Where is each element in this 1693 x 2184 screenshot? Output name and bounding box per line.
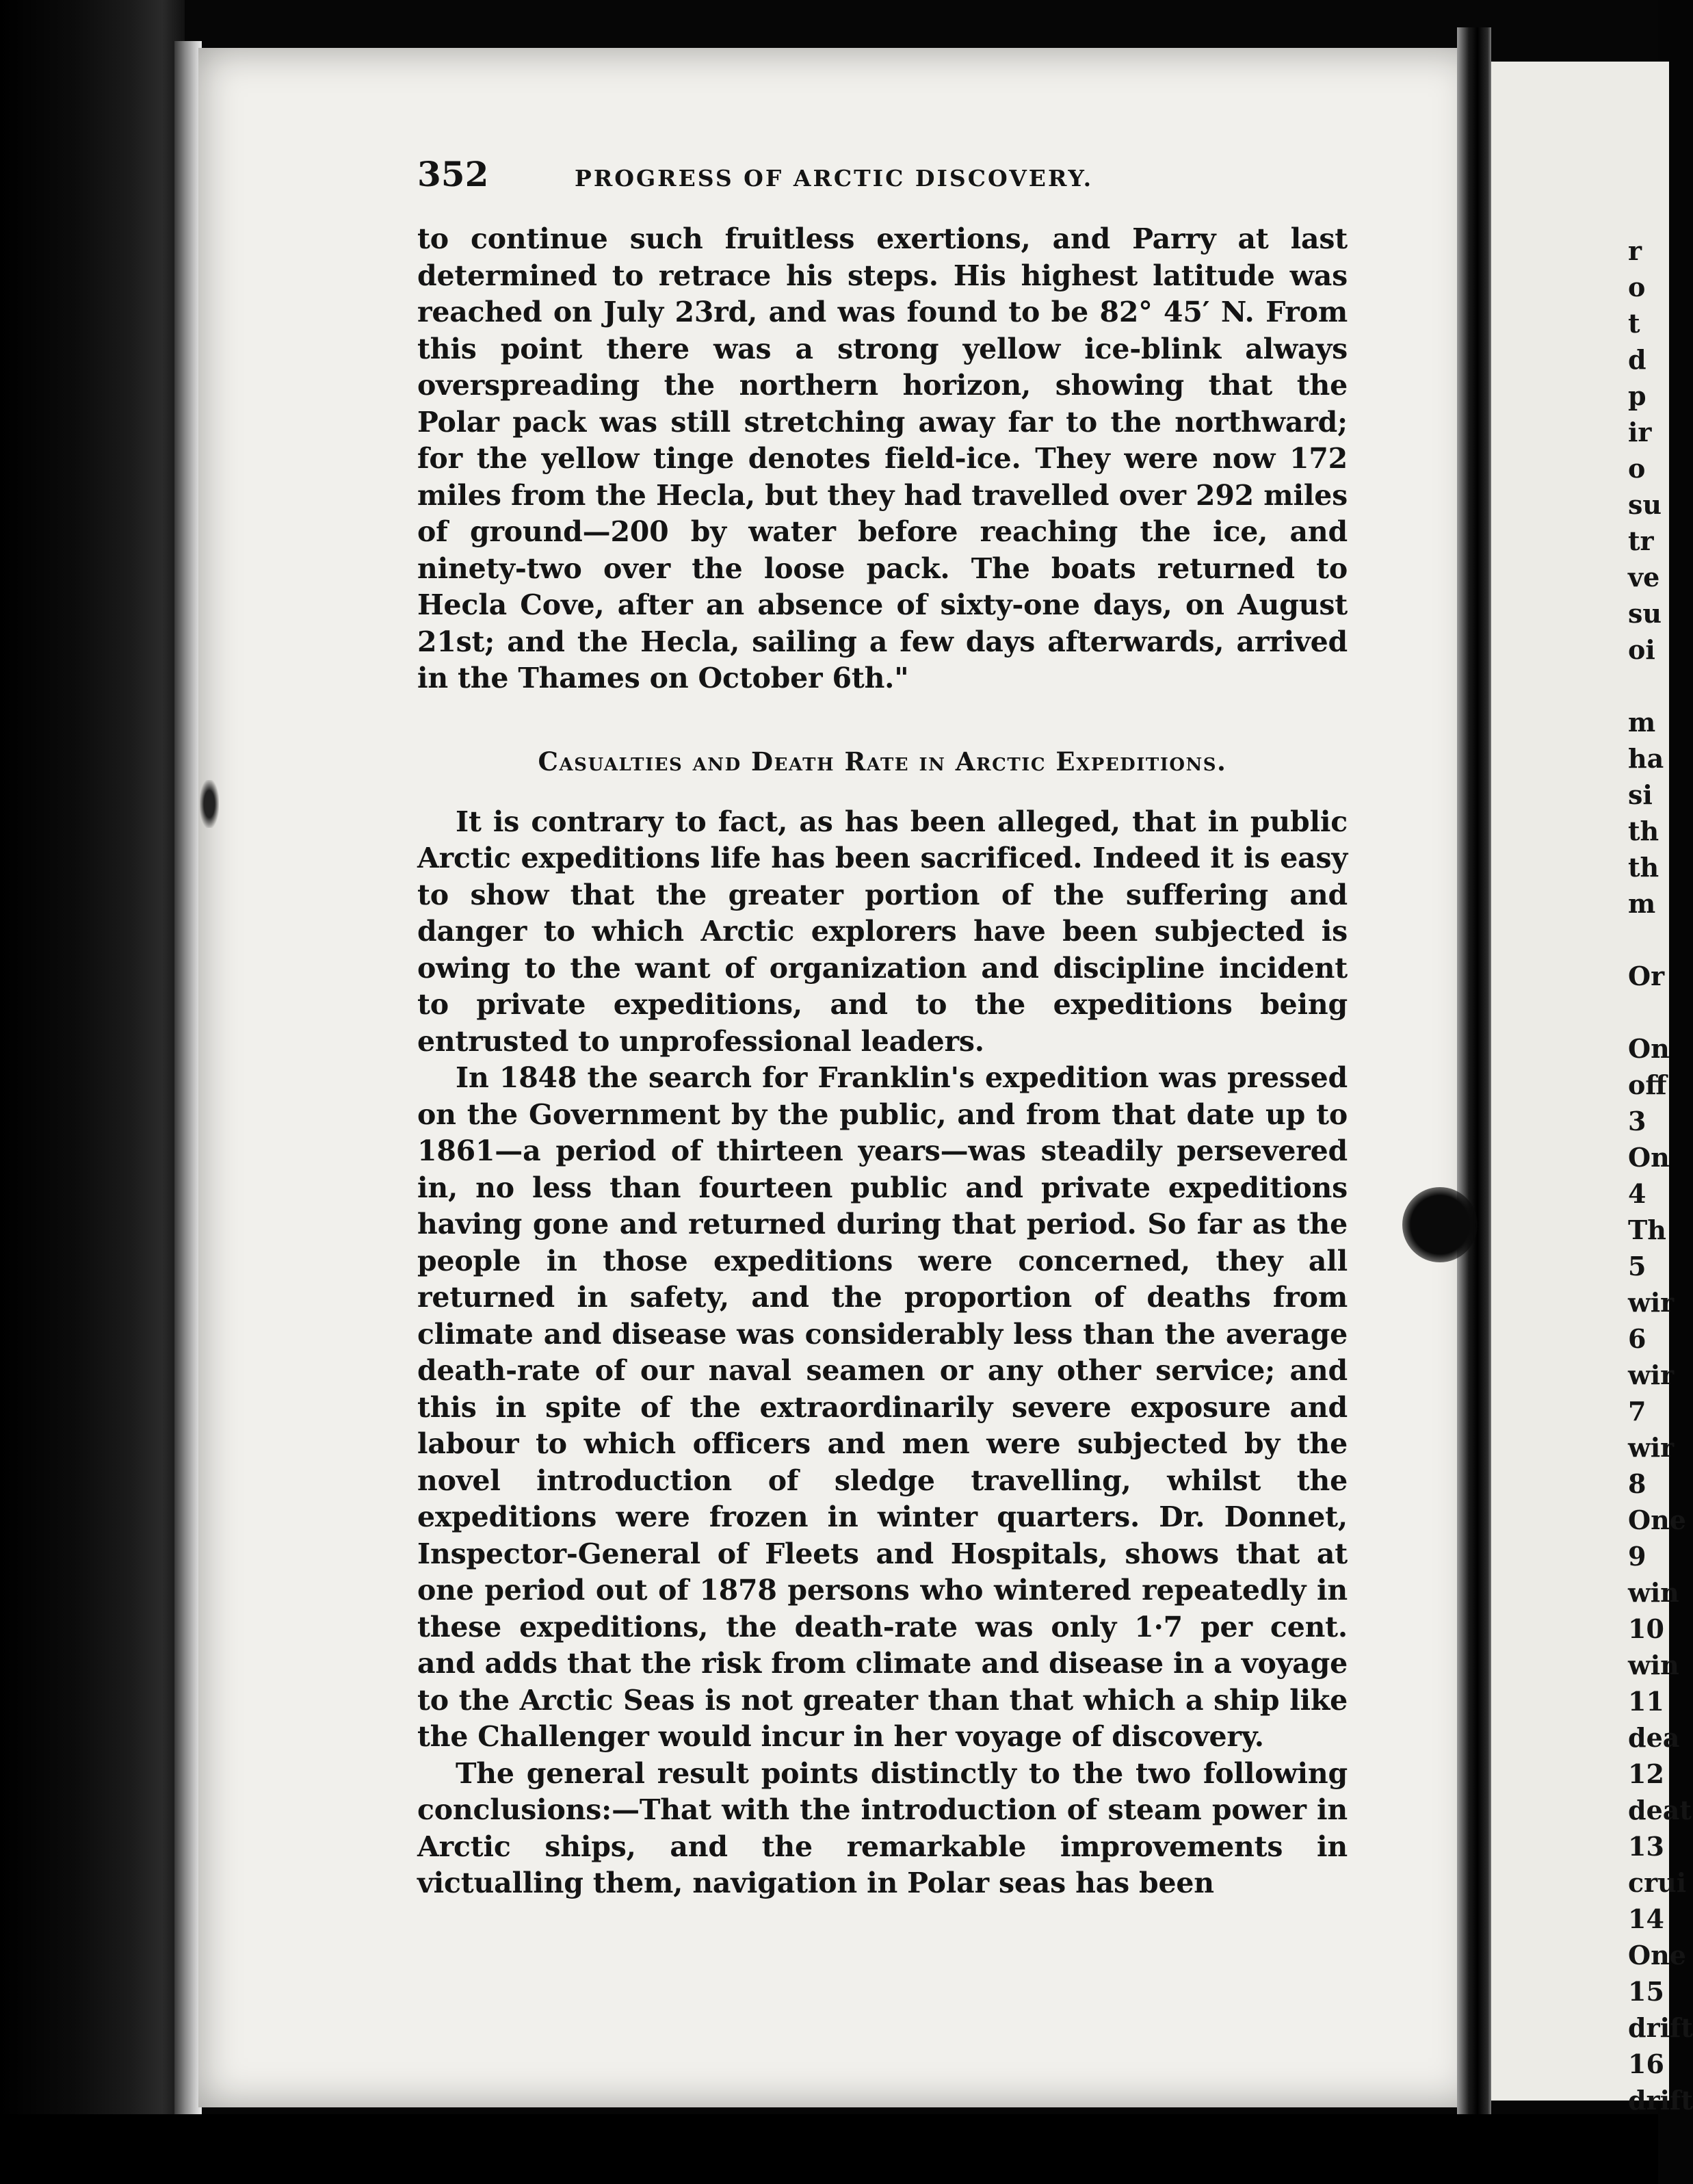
ink-blot <box>1402 1187 1478 1262</box>
right-page-fragment: m <box>1628 888 1656 919</box>
right-page-fragment: t <box>1628 308 1640 339</box>
right-page-fragment: One <box>1628 1940 1686 1971</box>
right-page-fragment: 4 <box>1628 1178 1646 1209</box>
right-page-fragment: o <box>1628 453 1646 484</box>
right-page-fragment: th <box>1628 816 1659 846</box>
right-page-fragment: On <box>1628 1033 1670 1064</box>
right-page-text-fragments <box>1628 233 1693 2118</box>
right-page-fragment: 10 <box>1628 1613 1664 1644</box>
running-head <box>417 154 1348 202</box>
margin-smudge <box>200 780 219 828</box>
section-heading: Casualties and Death Rate in Arctic Expeditions. <box>538 746 1227 777</box>
right-page-fragment: su <box>1628 598 1662 629</box>
book-gutter <box>1457 27 1491 2176</box>
paragraph: The general result points distinctly to the two following conclusions:—That with the introduction of steam power in Arctic ships, and the remarkable improvements in victualling them, navigation in Polar seas has been <box>417 1756 1348 1899</box>
right-page-fragment: m <box>1628 707 1656 738</box>
right-page-fragment: oi <box>1628 634 1655 665</box>
page-stack-edge <box>174 41 202 2135</box>
right-page-fragment: deat <box>1628 1795 1692 1825</box>
right-page-fragment: o <box>1628 272 1646 302</box>
right-page-fragment: si <box>1628 779 1653 810</box>
right-page-fragment: d <box>1628 344 1646 375</box>
right-page-fragment <box>1628 668 1669 704</box>
right-page-fragment: off <box>1628 1069 1667 1100</box>
right-page-fragment: win <box>1628 1577 1679 1608</box>
right-page-fragment: ve <box>1628 562 1660 593</box>
right-page-fragment: 15 <box>1628 1976 1664 2007</box>
right-page-fragment: Or <box>1628 961 1665 991</box>
page-number: 352 <box>417 154 489 194</box>
right-page-fragment: wir <box>1628 1360 1675 1390</box>
right-page-fragment: Th <box>1628 1214 1666 1245</box>
right-page-fragment: 3 <box>1628 1106 1646 1136</box>
right-page-fragment: 8 <box>1628 1468 1646 1499</box>
right-page-fragment: 7 <box>1628 1396 1646 1427</box>
right-page-fragment: 16 <box>1628 2049 1664 2079</box>
right-page-fragment: crui <box>1628 1867 1687 1898</box>
right-page-fragment: On <box>1628 1142 1670 1173</box>
right-page-fragment: win <box>1628 1650 1679 1680</box>
right-page-fragment: 6 <box>1628 1323 1646 1354</box>
right-page-fragment: tr <box>1628 525 1654 556</box>
scan-bottom-edge <box>0 2114 1658 2184</box>
paragraph: In 1848 the search for Franklin's expedition was pressed on the Government by the public, and from that date up to 1861—a period of thirteen years—was steadily persevered in, no less than fourteen public and private expeditions having gone and returned during that period. So far as the people in those expeditions were concerned, they all returned in safety, and the proportion of deaths from climate and disease was considerably less than the average death-rate of our naval seamen or any other service; and this in spite of the extraordinarily severe exposure and labour to which officers and men were subjected by the novel introduction of sledge travelling, whilst the expeditions were frozen in winter quarters. Dr. Donnet, Inspector-General of Fleets and Hospitals, shows that at one period out of 1878 persons who wintered repeatedly in these expeditions, the death-rate was only 1·7 per cent. and adds that the risk from climate and disease in a voyage to the Arctic Seas is not greater than that which a ship like the Challenger would incur in her voyage of discovery. <box>417 1061 1348 1753</box>
right-page-fragment: r <box>1628 235 1642 266</box>
right-page-fragment <box>1628 922 1669 958</box>
right-page-fragment: p <box>1628 380 1646 411</box>
right-page-fragment: 5 <box>1628 1251 1646 1282</box>
right-page-fragment: 11 <box>1628 1686 1664 1717</box>
right-page-fragment: drift <box>1628 2012 1693 2043</box>
right-page-fragment: One <box>1628 1505 1686 1535</box>
right-page-fragment: su <box>1628 489 1662 520</box>
right-page-fragment: ha <box>1628 743 1664 774</box>
right-page-fragment: 12 <box>1628 1758 1664 1789</box>
right-page-fragment: 13 <box>1628 1831 1664 1862</box>
right-page-fragment: dea <box>1628 1722 1680 1753</box>
right-page-fragment: 14 <box>1628 1903 1664 1934</box>
right-page-fragment: ir <box>1628 417 1652 447</box>
paragraph: It is contrary to fact, as has been alleged, that in public Arctic expeditions life has been sacrificed. Indeed it is easy to show that the greater portion of the suffering and danger to which Arctic explorers have been subjected is owing to the want of organization and discipline incident to private expeditions, and to the expeditions being entrusted to unprofessional leaders. <box>417 805 1348 1058</box>
right-page-fragment: 9 <box>1628 1541 1646 1572</box>
page-content <box>417 154 1348 1902</box>
book-binding <box>0 0 185 2184</box>
right-page-fragment <box>1628 994 1669 1030</box>
right-page-fragment: th <box>1628 852 1659 883</box>
right-page-fragment: drift <box>1628 2085 1693 2116</box>
paragraph-continuation: to continue such fruitless exertions, and Parry at last determined to retrace his steps. His highest latitude was reached on July 23rd, and was found to be 82° 45′ N. From this point there was a strong yellow ice-blink always overspreading the northern horizon, showing that the Polar pack was still stretching away far to the northward; for the yellow tinge denotes field-ice. They were now 172 miles from the Hecla, but they had travelled over 292 miles of ground—200 by water before reaching the ice, and ninety-two over the loose pack. The boats returned to Hecla Cove, after an absence of sixty-one days, on August 21st; and the Hecla, sailing a few days afterwards, arrived in the Thames on October 6th." <box>417 222 1348 694</box>
running-head-title: PROGRESS OF ARCTIC DISCOVERY. <box>575 165 1094 192</box>
right-page-fragment: wir <box>1628 1287 1675 1318</box>
right-page-fragment: wir <box>1628 1432 1675 1463</box>
